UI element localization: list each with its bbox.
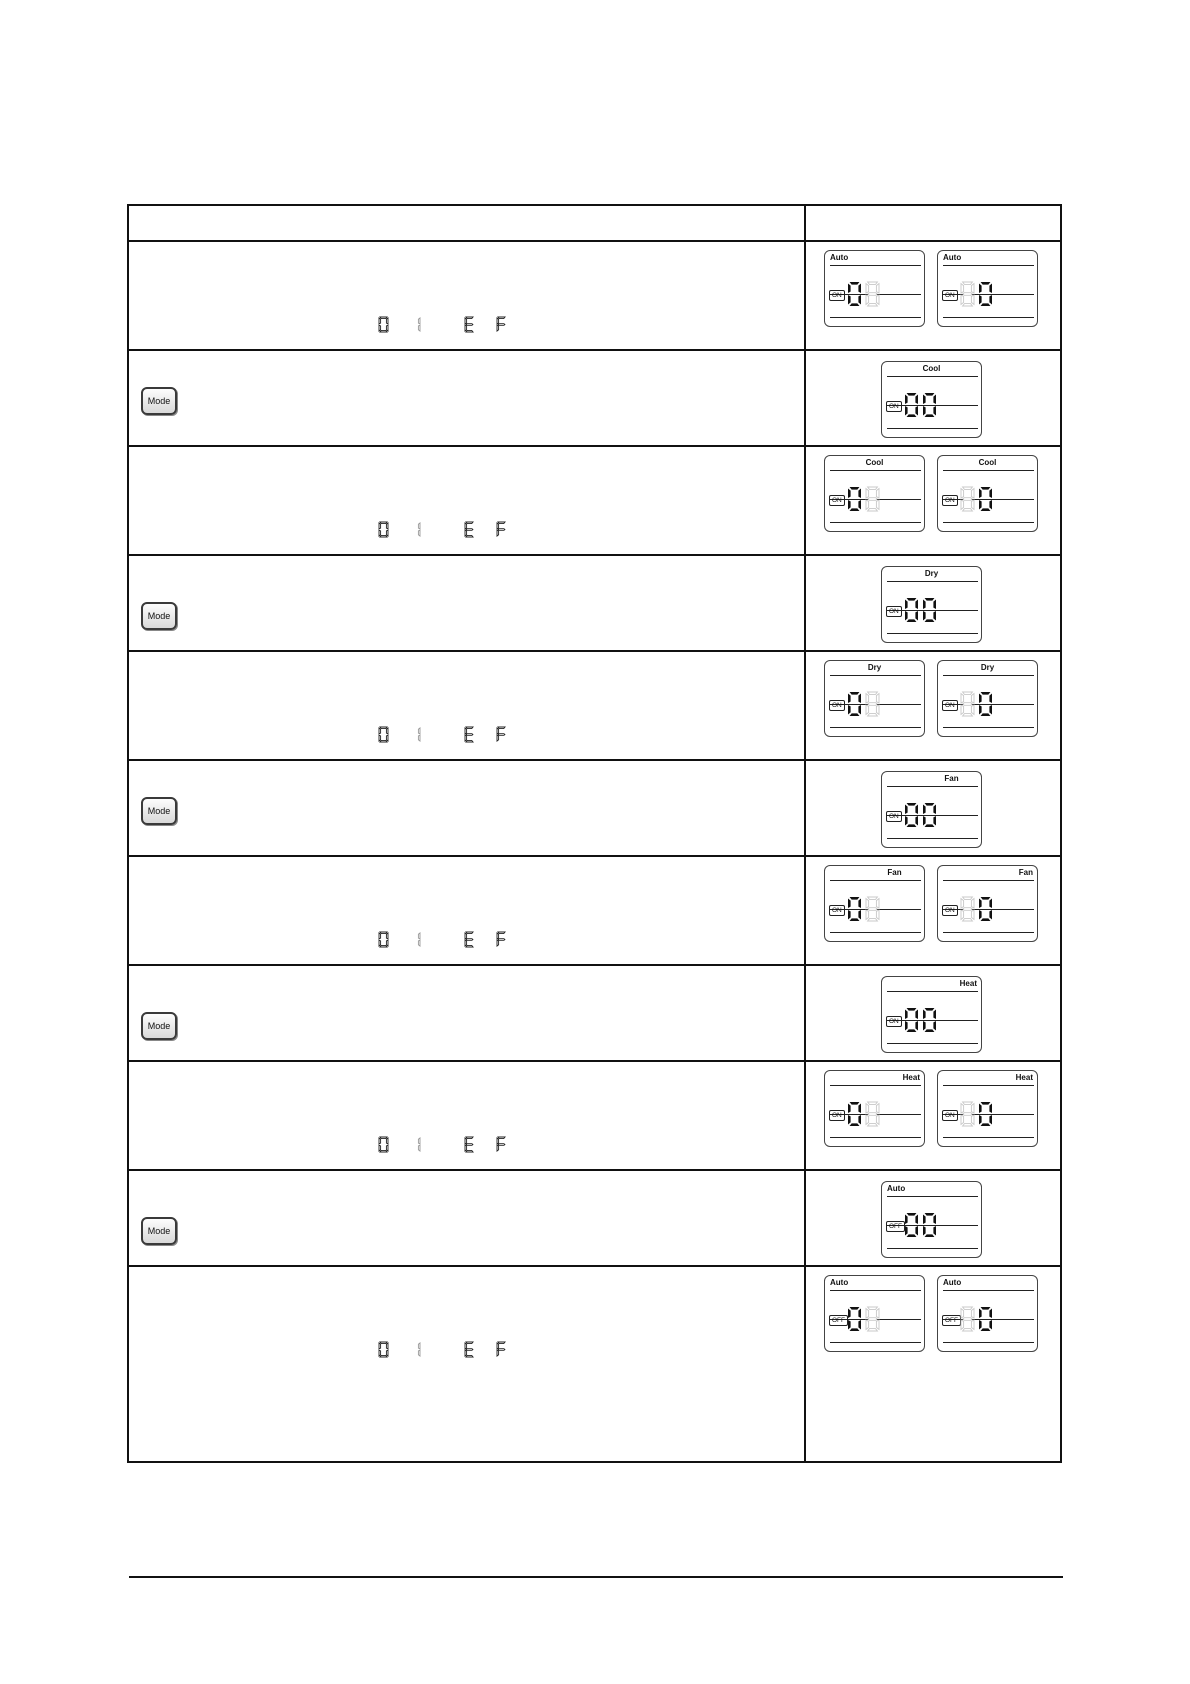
on-indicator: ON	[886, 606, 902, 617]
code-digit	[410, 931, 421, 948]
lcd-display	[937, 250, 1038, 327]
lcd-display	[881, 361, 982, 438]
lcd-display	[824, 1275, 925, 1352]
lcd-segment-line	[943, 265, 1034, 266]
mode-indicator: Cool	[978, 458, 997, 467]
error-code-glyph	[496, 316, 507, 333]
error-code-glyph	[464, 931, 475, 948]
lcd-segment-line	[830, 1342, 921, 1343]
lcd-digits	[960, 281, 993, 307]
lcd-digit	[847, 1101, 862, 1127]
lcd-digits	[960, 896, 993, 922]
footer-rule	[129, 1576, 1063, 1578]
lcd-digit	[847, 896, 862, 922]
procedure-row	[129, 445, 1060, 554]
code-digit	[378, 726, 389, 743]
error-code-glyph	[378, 316, 389, 333]
row-divider	[129, 445, 1060, 447]
lcd-segment-line	[943, 470, 1034, 471]
mode-indicator: Cool	[922, 364, 941, 373]
mode-indicator: Auto	[887, 1184, 906, 1193]
code-digit	[410, 521, 421, 538]
mode-indicator: Heat	[902, 1073, 920, 1082]
lcd-digit	[978, 1101, 993, 1127]
lcd-digit	[847, 1306, 862, 1332]
error-code-glyph	[496, 521, 507, 538]
error-code-glyph	[378, 726, 389, 743]
lcd-segment-line	[830, 932, 921, 933]
mode-indicator: Fan	[944, 774, 959, 783]
lcd-segment-line	[887, 1043, 978, 1044]
code-digit	[496, 316, 507, 333]
code-digit	[496, 1341, 507, 1358]
lcd-digit	[960, 1306, 975, 1332]
lcd-segment-line	[887, 991, 978, 992]
row-divider	[129, 1169, 1060, 1171]
lcd-segment-line	[830, 1085, 921, 1086]
row-divider	[129, 1265, 1060, 1267]
row-divider	[129, 650, 1060, 652]
error-code-glyph	[410, 931, 421, 948]
off-indicator: OFF	[829, 1315, 848, 1326]
lcd-digit	[904, 802, 919, 828]
error-code-glyph	[378, 521, 389, 538]
error-code-glyph	[378, 1341, 389, 1358]
mode-indicator: Auto	[943, 253, 962, 262]
lcd-segment-line	[943, 1290, 1034, 1291]
lcd-digit	[978, 896, 993, 922]
lcd-segment-line	[943, 317, 1034, 318]
lcd-digits	[847, 896, 880, 922]
row-divider	[129, 349, 1060, 351]
code-digit	[496, 521, 507, 538]
lcd-digit	[865, 1101, 880, 1127]
procedure-row	[129, 1060, 1060, 1169]
on-indicator: ON	[829, 1110, 845, 1121]
lcd-segment-line	[830, 675, 921, 676]
lcd-digit	[847, 281, 862, 307]
error-code-glyph	[378, 1136, 389, 1153]
lcd-segment-line	[943, 675, 1034, 676]
lcd-digit	[904, 597, 919, 623]
mode-indicator: Dry	[867, 663, 882, 672]
procedure-row	[129, 855, 1060, 964]
mode-indicator: Heat	[959, 979, 977, 988]
lcd-segment-line	[830, 880, 921, 881]
code-digit	[378, 521, 389, 538]
mode-indicator: Cool	[865, 458, 884, 467]
lcd-digits	[847, 281, 880, 307]
lcd-digits	[960, 1101, 993, 1127]
error-code-glyph	[464, 1341, 475, 1358]
procedure-row	[129, 964, 1060, 1060]
lcd-digits	[847, 1306, 880, 1332]
lcd-digits	[847, 486, 880, 512]
procedure-row	[129, 240, 1060, 349]
lcd-digit	[978, 281, 993, 307]
error-code-glyph	[378, 931, 389, 948]
lcd-digit	[904, 392, 919, 418]
lcd-digit	[865, 281, 880, 307]
code-digit	[410, 726, 421, 743]
lcd-digit	[922, 597, 937, 623]
lcd-digits	[904, 802, 937, 828]
code-digit	[464, 1341, 475, 1358]
lcd-segment-line	[830, 1137, 921, 1138]
error-code-glyph	[410, 521, 421, 538]
on-indicator: ON	[886, 1016, 902, 1027]
lcd-segment-line	[943, 727, 1034, 728]
code-digit	[496, 931, 507, 948]
lcd-segment-line	[943, 1342, 1034, 1343]
error-code-glyph	[496, 726, 507, 743]
mode-button[interactable]: Mode	[141, 387, 177, 415]
lcd-display	[824, 455, 925, 532]
lcd-segment-line	[887, 633, 978, 634]
lcd-segment-line	[830, 522, 921, 523]
lcd-display	[937, 1070, 1038, 1147]
lcd-digit	[960, 691, 975, 717]
on-indicator: ON	[829, 905, 845, 916]
mode-button[interactable]: Mode	[141, 1012, 177, 1040]
on-indicator: ON	[886, 401, 902, 412]
lcd-digit	[978, 486, 993, 512]
lcd-display	[881, 976, 982, 1053]
on-indicator: ON	[829, 700, 845, 711]
lcd-digits	[904, 1212, 937, 1238]
error-code-glyph	[410, 1136, 421, 1153]
lcd-digit	[865, 896, 880, 922]
lcd-digits	[960, 486, 993, 512]
lcd-digit	[922, 1212, 937, 1238]
off-indicator: OFF	[886, 1221, 905, 1232]
on-indicator: ON	[942, 290, 958, 301]
mode-indicator: Fan	[1018, 868, 1033, 877]
lcd-display	[881, 1181, 982, 1258]
error-code-glyph	[464, 1136, 475, 1153]
lcd-display	[937, 865, 1038, 942]
lcd-segment-line	[943, 522, 1034, 523]
procedure-table	[127, 204, 1062, 1463]
lcd-segment-line	[887, 1196, 978, 1197]
mode-button[interactable]: Mode	[141, 797, 177, 825]
lcd-digits	[904, 392, 937, 418]
procedure-row	[129, 1169, 1060, 1265]
mode-indicator: Fan	[887, 868, 902, 877]
on-indicator: ON	[942, 700, 958, 711]
lcd-digit	[960, 281, 975, 307]
lcd-segment-line	[943, 932, 1034, 933]
procedure-row	[129, 349, 1060, 445]
lcd-digit	[865, 691, 880, 717]
row-divider	[129, 759, 1060, 761]
mode-indicator: Auto	[830, 253, 849, 262]
lcd-digit	[865, 486, 880, 512]
code-digit	[496, 726, 507, 743]
lcd-digit	[904, 1212, 919, 1238]
lcd-digit	[865, 1306, 880, 1332]
lcd-display	[824, 1070, 925, 1147]
on-indicator: ON	[829, 495, 845, 506]
error-code-glyph	[410, 726, 421, 743]
lcd-display	[824, 250, 925, 327]
lcd-segment-line	[887, 581, 978, 582]
code-digit	[378, 1341, 389, 1358]
lcd-segment-line	[943, 1137, 1034, 1138]
mode-button[interactable]: Mode	[141, 602, 177, 630]
lcd-digits	[960, 1306, 993, 1332]
lcd-segment-line	[943, 880, 1034, 881]
lcd-display	[824, 660, 925, 737]
code-digit	[410, 1136, 421, 1153]
lcd-digit	[960, 1101, 975, 1127]
code-digit	[378, 1136, 389, 1153]
code-digit	[464, 316, 475, 333]
error-code-glyph	[410, 316, 421, 333]
procedure-row	[129, 1265, 1060, 1374]
code-digit	[464, 1136, 475, 1153]
on-indicator: ON	[942, 905, 958, 916]
mode-indicator: Dry	[980, 663, 995, 672]
lcd-segment-line	[943, 1085, 1034, 1086]
code-digit	[464, 521, 475, 538]
lcd-digit	[922, 1007, 937, 1033]
row-divider	[129, 964, 1060, 966]
mode-indicator: Auto	[830, 1278, 849, 1287]
lcd-digit	[847, 486, 862, 512]
error-code-glyph	[464, 726, 475, 743]
code-digit	[378, 316, 389, 333]
error-code-glyph	[464, 521, 475, 538]
code-digit	[410, 1341, 421, 1358]
lcd-segment-line	[830, 265, 921, 266]
row-divider	[129, 1060, 1060, 1062]
lcd-digits	[847, 1101, 880, 1127]
lcd-segment-line	[887, 838, 978, 839]
lcd-digit	[960, 486, 975, 512]
on-indicator: ON	[942, 495, 958, 506]
lcd-segment-line	[887, 376, 978, 377]
error-code-glyph	[410, 1341, 421, 1358]
error-code-glyph	[496, 931, 507, 948]
lcd-digit	[960, 896, 975, 922]
mode-button[interactable]: Mode	[141, 1217, 177, 1245]
lcd-display	[937, 1275, 1038, 1352]
code-digit	[464, 726, 475, 743]
on-indicator: ON	[829, 290, 845, 301]
code-digit	[378, 931, 389, 948]
lcd-digit	[922, 392, 937, 418]
lcd-digits	[960, 691, 993, 717]
code-digit	[496, 1136, 507, 1153]
mode-indicator: Heat	[1015, 1073, 1033, 1082]
code-digit	[410, 316, 421, 333]
mode-indicator: Dry	[924, 569, 939, 578]
lcd-segment-line	[830, 1290, 921, 1291]
lcd-display	[937, 455, 1038, 532]
error-code-glyph	[496, 1136, 507, 1153]
lcd-digit	[847, 691, 862, 717]
lcd-segment-line	[887, 1248, 978, 1249]
lcd-segment-line	[887, 428, 978, 429]
code-digit	[464, 931, 475, 948]
row-divider	[129, 855, 1060, 857]
lcd-segment-line	[830, 317, 921, 318]
lcd-display	[881, 771, 982, 848]
procedure-row	[129, 554, 1060, 650]
procedure-row	[129, 650, 1060, 759]
lcd-segment-line	[830, 727, 921, 728]
lcd-digit	[904, 1007, 919, 1033]
lcd-display	[937, 660, 1038, 737]
lcd-digits	[904, 1007, 937, 1033]
lcd-digit	[922, 802, 937, 828]
row-divider	[129, 554, 1060, 556]
error-code-glyph	[496, 1341, 507, 1358]
lcd-segment-line	[830, 470, 921, 471]
on-indicator: ON	[942, 1110, 958, 1121]
lcd-digits	[904, 597, 937, 623]
procedure-row	[129, 759, 1060, 855]
error-code-glyph	[464, 316, 475, 333]
off-indicator: OFF	[942, 1315, 961, 1326]
lcd-display	[881, 566, 982, 643]
on-indicator: ON	[886, 811, 902, 822]
lcd-segment-line	[887, 786, 978, 787]
mode-indicator: Auto	[943, 1278, 962, 1287]
lcd-digits	[847, 691, 880, 717]
lcd-display	[824, 865, 925, 942]
lcd-digit	[978, 1306, 993, 1332]
lcd-digit	[978, 691, 993, 717]
